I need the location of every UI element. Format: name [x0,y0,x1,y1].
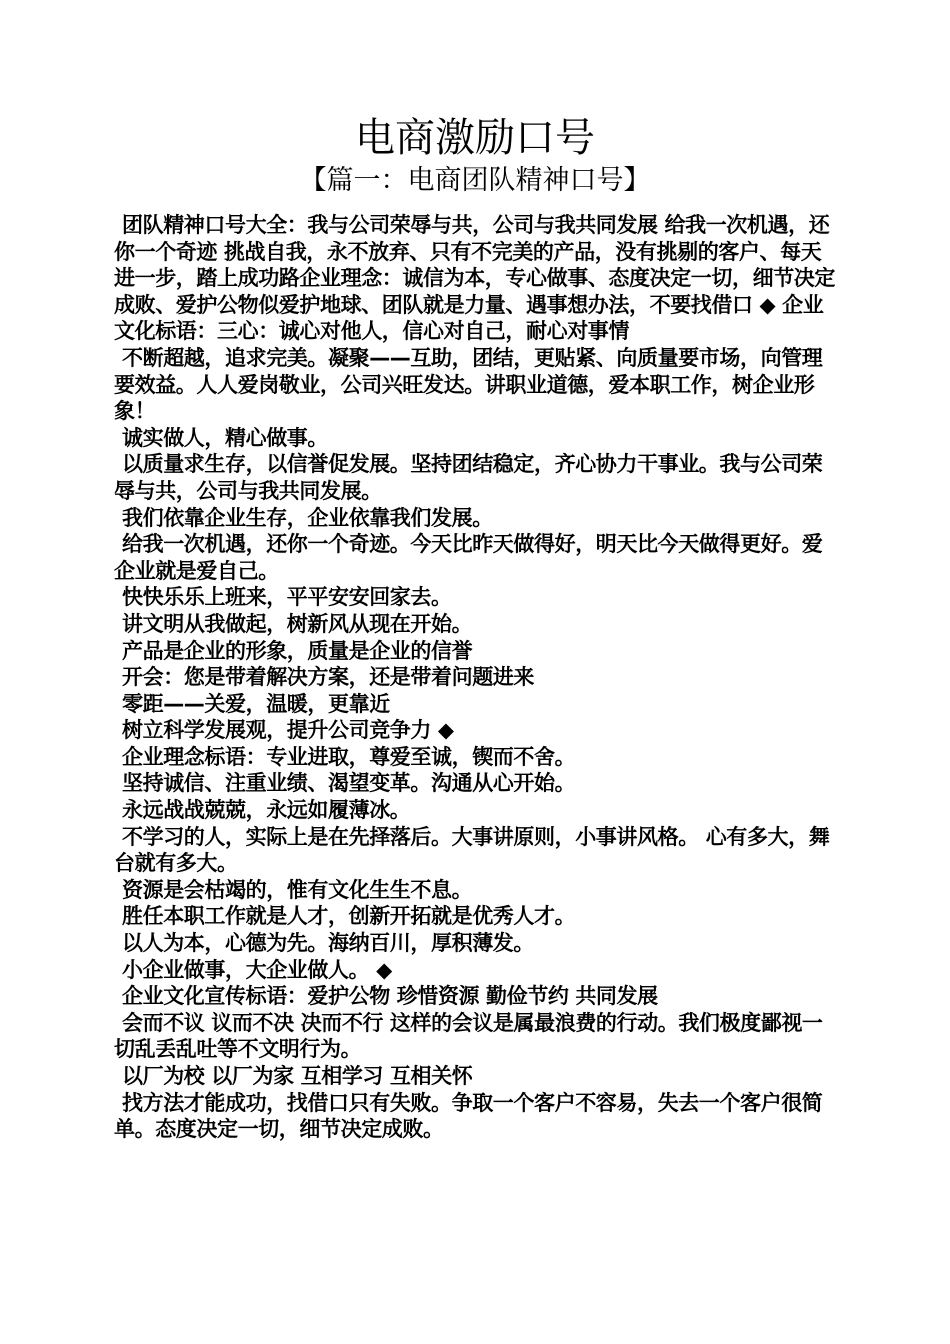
paragraph: 树立科学发展观，提升公司竞争力 ◆ [122,718,454,743]
paragraph: 以质量求生存，以信誉促发展。坚持团结稳定，齐心协力干事业。我与公司荣辱与共，公司与我共同发展。 [114,452,823,503]
paragraph: 企业文化宣传标语：爱护公物 珍惜资源 勤俭节约 共同发展 [122,984,658,1009]
paragraph: 永远战战兢兢，永远如履薄冰。 [122,798,411,823]
paragraph: 胜任本职工作就是人才，创新开拓就是优秀人才。 [122,904,576,929]
paragraph: 讲文明从我做起，树新风从现在开始。 [122,611,473,636]
paragraph: 给我一次机遇，还你一个奇迹。今天比昨天做得好，明天比今天做得更好。爱企业就是爱自己。 [114,532,823,583]
paragraph: 会而不议 议而不决 决而不行 这样的会议是属最浪费的行动。我们极度鄙视一切乱丢乱吐等不文明行为。 [114,1010,823,1062]
paragraph: 我们依靠企业生存，企业依靠我们发展。 [122,505,493,530]
paragraph: 找方法才能成功，找借口只有失败。争取一个客户不容易，失去一个客户很简单。态度决定一切，细节决定成败。 [114,1090,823,1142]
paragraph: 企业理念标语：专业进取，尊爱至诚，锲而不舍。 [122,744,576,769]
paragraph: 资源是会枯竭的，惟有文化生生不息。 [122,877,473,902]
paragraph: 以人为本，心德为先。海纳百川，厚积薄发。 [122,931,534,956]
document-body [114,212,838,1143]
paragraph: 诚实做人，精心做事。 [122,425,328,450]
paragraph: 产品是企业的形象，质量是企业的信誉 [122,638,473,663]
paragraph: 以厂为校 以厂为家 互相学习 互相关怀 [122,1064,473,1088]
paragraph: 小企业做事，大企业做人。 ◆ [122,957,392,982]
paragraph: 不学习的人，实际上是在先择落后。大事讲原则，小事讲风格。 心有多大，舞台就有多大。 [114,824,830,876]
paragraph: 零距——关爱，温暖，更靠近 [122,691,390,716]
paragraph: 开会：您是带着解决方案，还是带着问题进来 [122,665,534,690]
document-title: 电商激励口号 [355,115,595,161]
document-subtitle: 【篇一：电商团队精神口号】 [299,165,651,196]
paragraph: 团队精神口号大全：我与公司荣辱与共，公司与我共同发展 给我一次机遇，还你一个奇迹 挑战自我，永不放弃、只有不完美的产品，没有挑剔的客户、每天进一步，踏上成功路企业理念：诚信为本，专心做事、态度决定一切，细节决定成败、爱护公物似爱护地球、团队就是力量、遇事想办法，不要找借口 ◆ 企业文化标语：三心：诚心对他人，信心对自己，耐心对事情 [114,213,835,344]
paragraph: 不断超越，追求完美。凝聚——互助，团结，更贴紧、向质量要市场，向管理要效益。人人爱岗敬业，公司兴旺发达。讲职业道德，爱本职工作，树企业形象！ [114,345,823,424]
paragraph: 快快乐乐上班来，平平安安回家去。 [122,585,452,610]
paragraph: 坚持诚信、注重业绩、渴望变革。沟通从心开始。 [122,771,576,796]
